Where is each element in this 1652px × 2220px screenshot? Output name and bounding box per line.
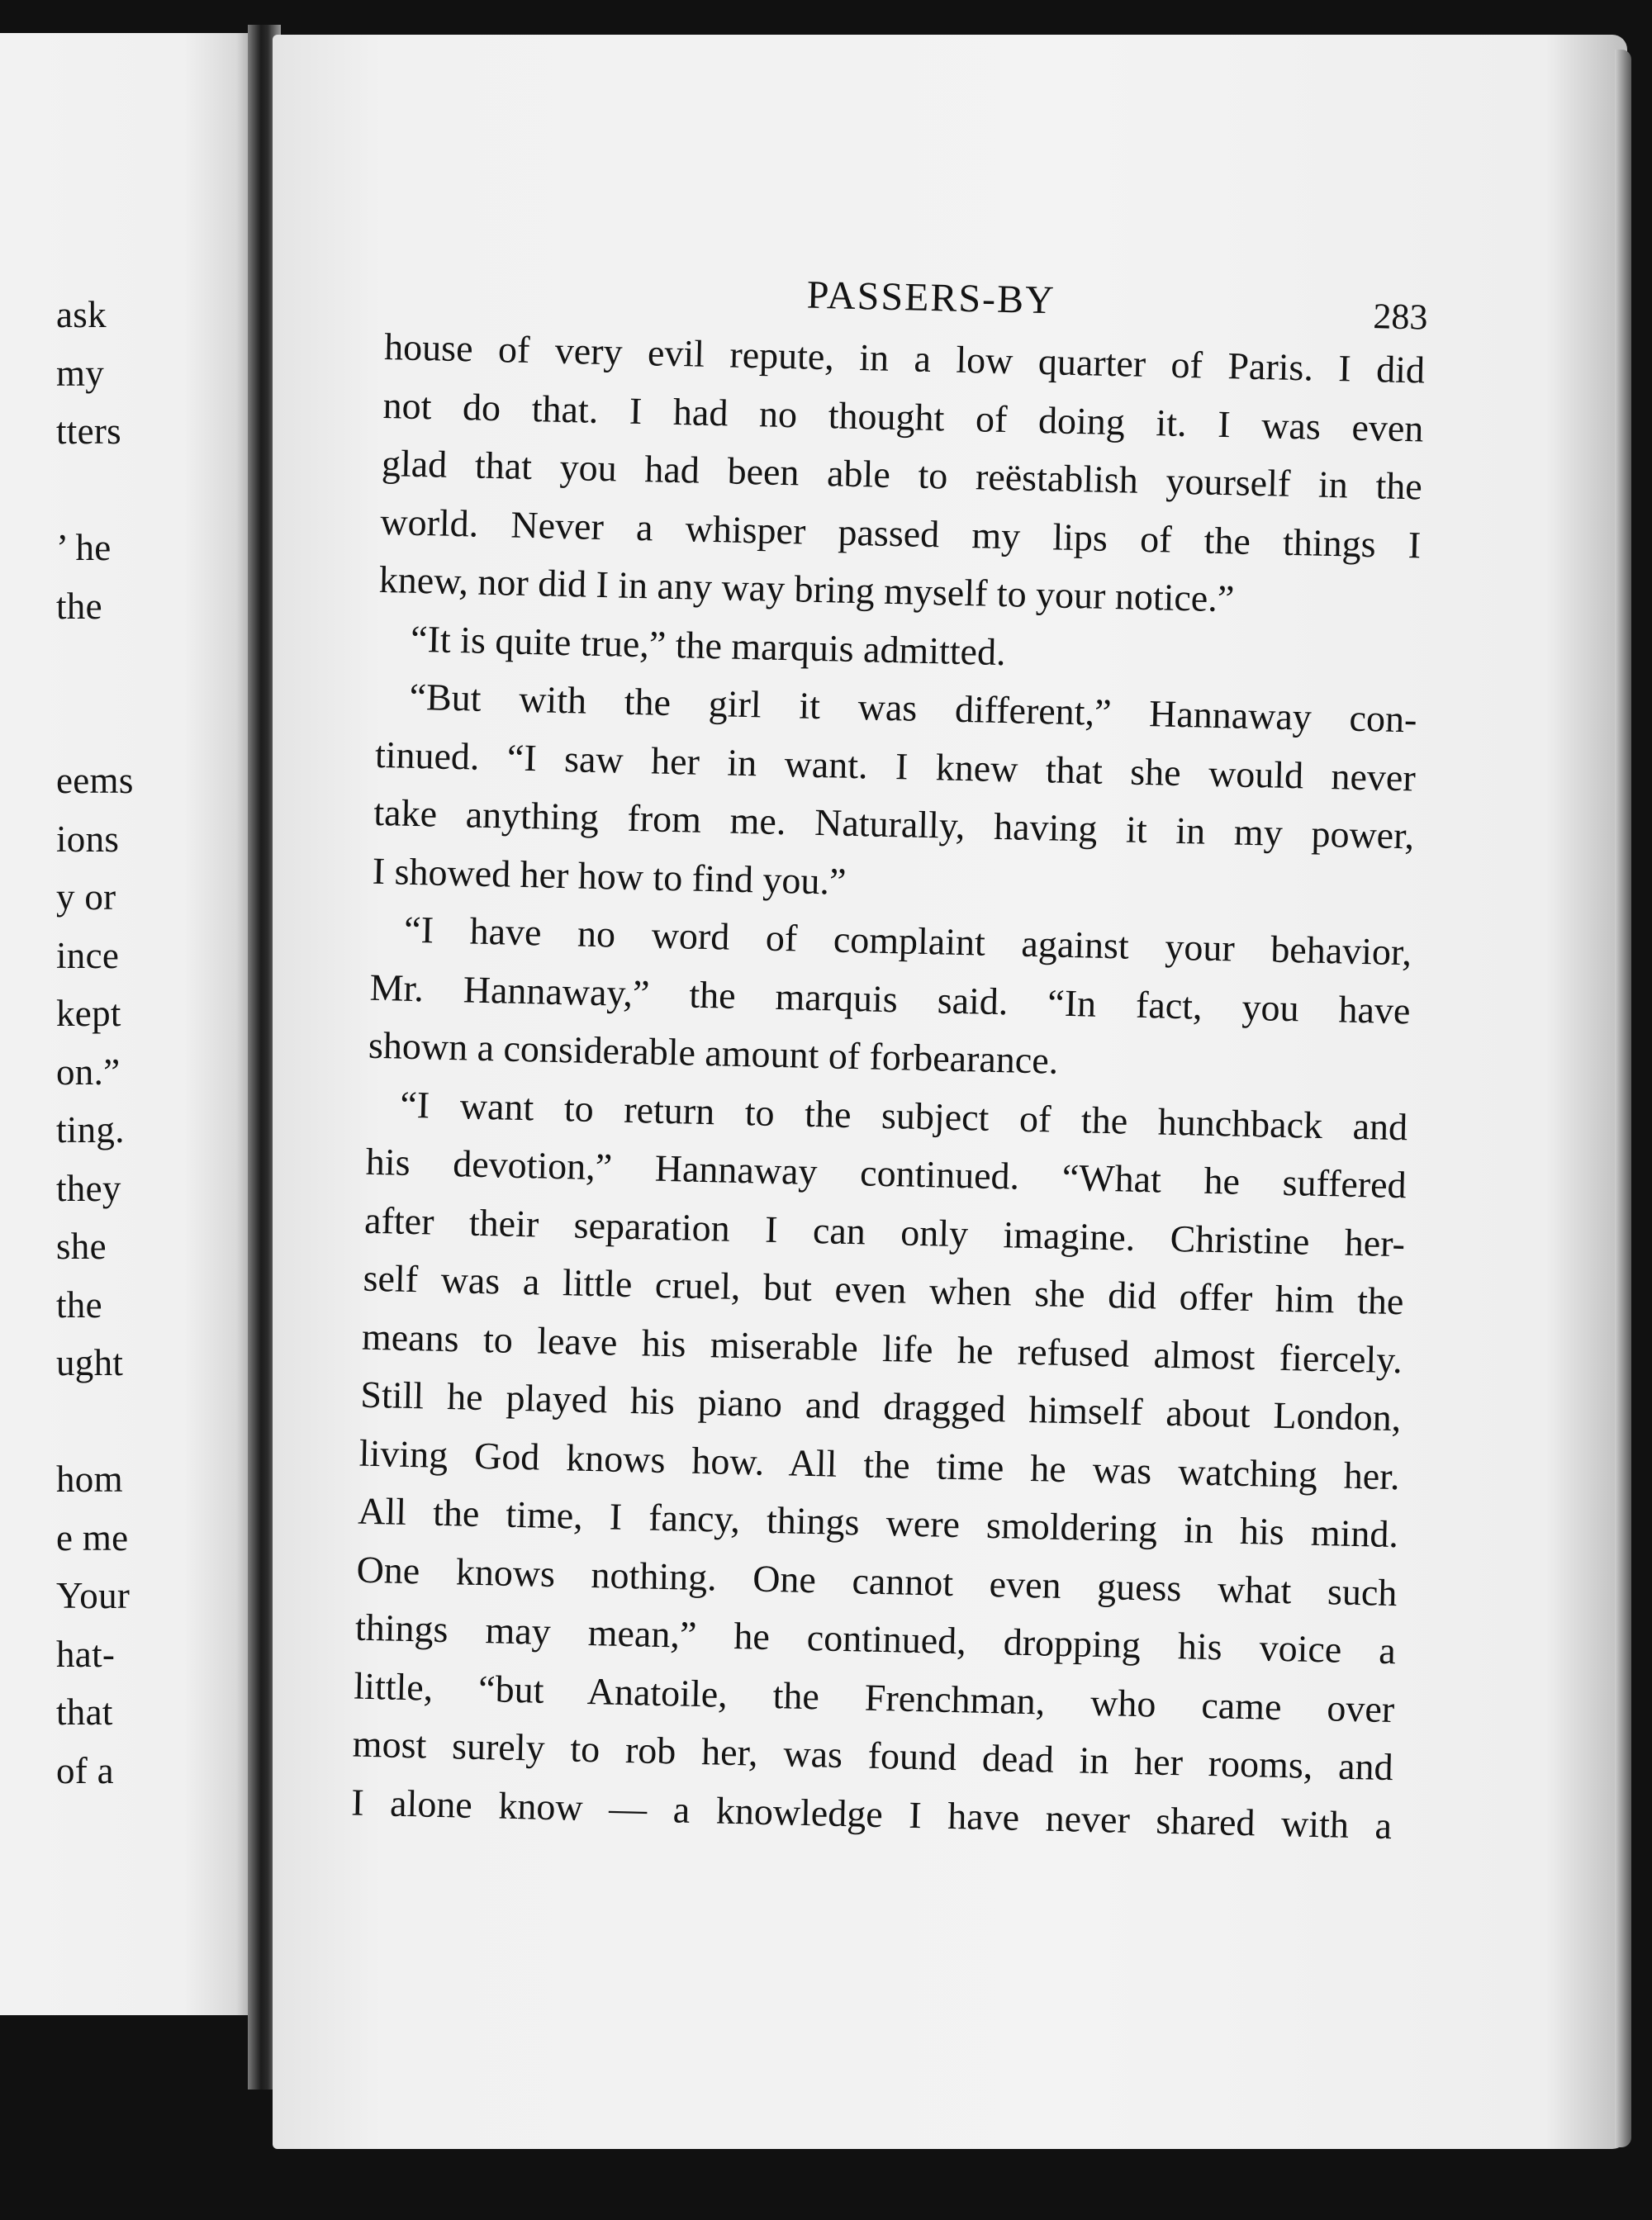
left-page-line: the <box>56 1283 102 1326</box>
running-head: PASSERS-BY <box>806 273 1056 323</box>
text-line: not do that. I had no thought of doing it. I was even <box>382 383 1424 450</box>
text-line: shown a considerable amount of forbearance. <box>368 1023 1059 1082</box>
text-line: most surely to rob her, was found dead in her rooms, and <box>352 1722 1394 1789</box>
text-line: world. Never a whisper passed my lips of the things I <box>379 500 1422 566</box>
text-line: his devotion,” Hannaway continued. “What he suffered <box>365 1140 1408 1207</box>
text-line: take anything from me. Naturally, having it in my power, <box>373 790 1415 857</box>
left-page-line: the <box>56 585 102 627</box>
text-line: after their separation I can only imagine. Christine her- <box>363 1198 1406 1264</box>
text-line: living God knows how. All the time he was watching her. <box>358 1431 1401 1497</box>
left-page <box>0 33 263 2015</box>
text-line: I showed her how to find you.” <box>372 849 847 903</box>
left-page-line: ught <box>56 1342 124 1383</box>
text-line: All the time, I fancy, things were smoldering in his mind. <box>357 1489 1399 1556</box>
left-page-line: on.” <box>56 1051 121 1093</box>
left-page-line: ask <box>56 294 107 335</box>
text-line: Still he played his piano and dragged himself about London, <box>359 1373 1402 1440</box>
left-page-line: tters <box>56 410 121 452</box>
page-number: 283 <box>1372 296 1428 338</box>
text-line: Mr. Hannaway,” the marquis said. “In fact, you have <box>369 965 1411 1032</box>
text-line: little, “but Anatoile, the Frenchman, who came over <box>353 1664 1395 1730</box>
text-line: things may mean,” he continued, dropping his voice a <box>354 1606 1397 1672</box>
text-line: “I want to return to the subject of the hunchback and <box>399 1083 1408 1148</box>
left-page-line: ting. <box>56 1109 125 1150</box>
left-page-line: Your <box>56 1575 131 1616</box>
left-page-line: y or <box>56 876 116 918</box>
text-line: house of very evil repute, in a low quarter of Paris. I did <box>383 325 1426 391</box>
left-page-line: hat- <box>56 1633 116 1675</box>
text-line: I alone know — a knowledge I have never shared with a <box>350 1781 1393 1847</box>
left-page-line: that <box>56 1691 113 1733</box>
left-page-line: ince <box>56 934 120 976</box>
text-line: One knows nothing. One cannot even guess what such <box>356 1548 1398 1614</box>
left-page-line: she <box>56 1226 107 1267</box>
left-page-line: of a <box>56 1749 114 1791</box>
text-line: tinued. “I saw her in want. I knew that she would never <box>374 733 1417 799</box>
left-page-line: ’ he <box>56 527 112 568</box>
left-page-line: eems <box>56 760 134 801</box>
text-line: means to leave his miserable life he refused almost fiercely. <box>361 1315 1403 1381</box>
text-line: knew, nor did I in any way bring myself to your notice.” <box>378 557 1235 620</box>
left-page-line: my <box>56 352 105 394</box>
text-line: “It is quite true,” the marquis admitted. <box>410 617 1007 673</box>
left-page-line: e me <box>56 1516 129 1558</box>
left-page-line: they <box>56 1167 121 1209</box>
page-edge <box>1615 50 1631 2147</box>
left-page-line: kept <box>56 993 121 1034</box>
left-page-line: hom <box>56 1459 123 1500</box>
text-line: “I have no word of complaint against your behavior, <box>403 908 1412 974</box>
text-line: “But with the girl it was different,” Hannaway con- <box>409 675 1417 741</box>
text-line: glad that you had been able to reëstablish yourself in the <box>381 441 1423 508</box>
left-page-line: ions <box>56 818 120 860</box>
text-line: self was a little cruel, but even when she did offer him the <box>363 1256 1404 1323</box>
